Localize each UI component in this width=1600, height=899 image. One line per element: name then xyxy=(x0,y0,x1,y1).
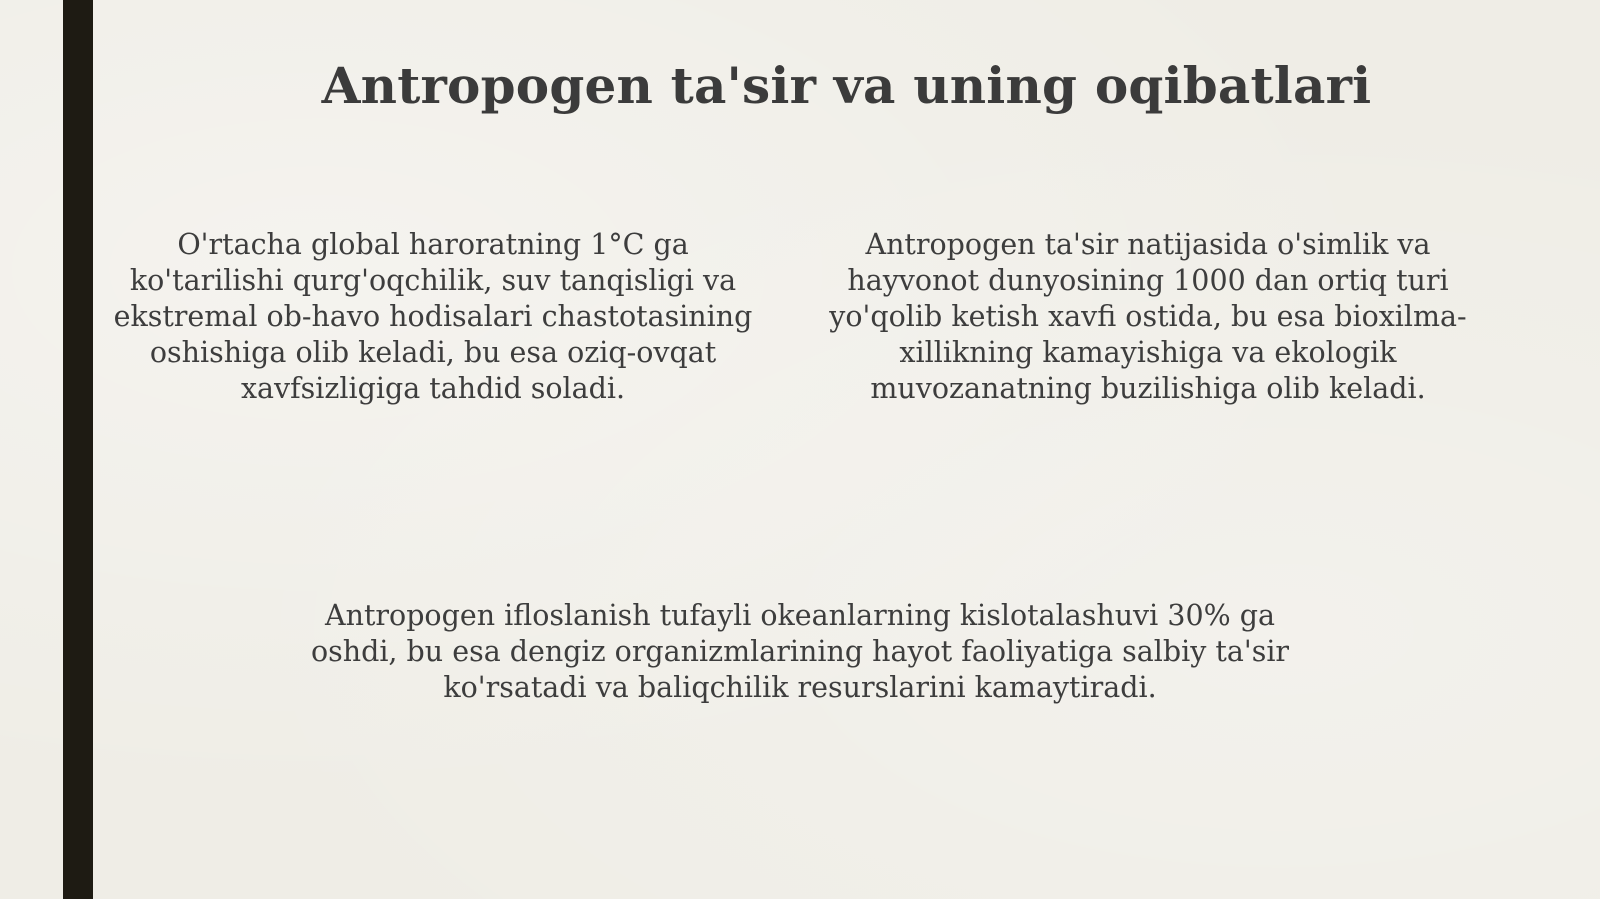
paragraph-ocean-acidification: Antropogen ifloslanish tufayli okeanlarning kislotalashuvi 30% ga oshdi, bu esa dengiz organizmlarining hayot faoliyatiga salbiy ta'sir ko'rsatadi va baliqchilik resurslarini kamaytiradi. xyxy=(310,599,1290,704)
paragraph-climate: O'rtacha global haroratning 1°C ga ko'tarilishi qurg'oqchilik, suv tanqisligi va ekstremal ob-havo hodisalari chastotasining oshishiga olib keladi, bu esa oziq-ovqat xavfsizligiga tahdid soladi. xyxy=(113,228,753,405)
paragraph-biodiversity: Antropogen ta'sir natijasida o'simlik va hayvonot dunyosining 1000 dan ortiq turi yo'qolib ketish xavfi ostida, bu esa bioxilma-xillikning kamayishiga va ekologik muvozanatning buzilishiga olib keladi. xyxy=(829,228,1467,405)
slide-title: Antropogen ta'sir va uning oqibatlari xyxy=(321,56,1372,115)
accent-side-bar xyxy=(63,0,93,899)
